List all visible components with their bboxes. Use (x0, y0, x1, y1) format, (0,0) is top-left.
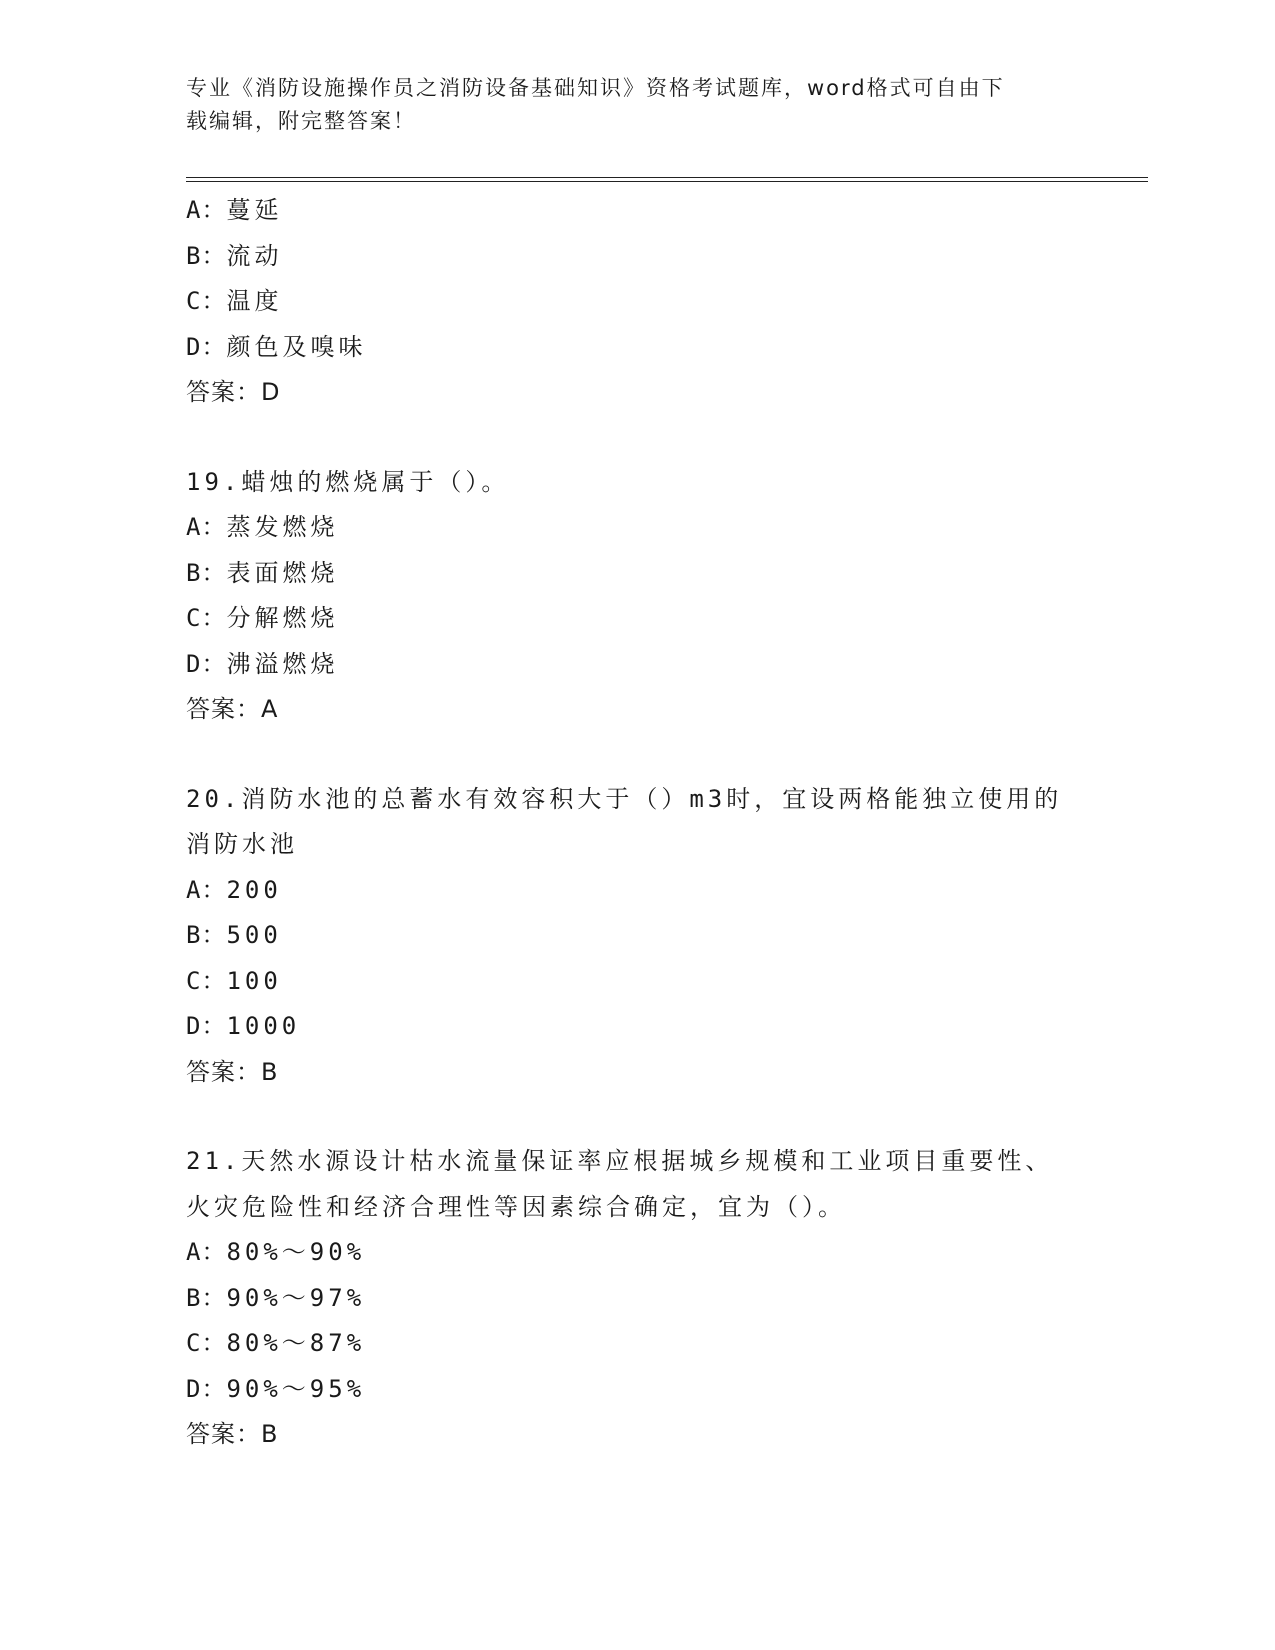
option-d: D：90%～95% (186, 1374, 366, 1403)
option-b: B：流动 (186, 241, 283, 270)
option-d: D：1000 (186, 1012, 301, 1040)
question-text-line-1: 21.天然水源设计枯水流量保证率应根据城乡规模和工业项目重要性、 (186, 1147, 1054, 1175)
question-text: 19.蜡烛的燃烧属于（）。 (186, 467, 510, 496)
option-b: B：500 (186, 921, 282, 949)
question-text-line-2: 火灾危险性和经济合理性等因素综合确定，宜为（）。 (186, 1192, 846, 1221)
option-c: C：分解燃烧 (186, 604, 339, 632)
option-b: B：表面燃烧 (186, 558, 339, 587)
option-d: D：沸溢燃烧 (186, 649, 339, 678)
option-c: C：80%～87% (186, 1329, 366, 1357)
option-c: C：温度 (186, 287, 283, 315)
answer: 答案：A (186, 695, 279, 723)
option-a: A：200 (186, 875, 282, 904)
header-line-1: 专业《消防设施操作员之消防设备基础知识》资格考试题库，word格式可自由下 (186, 76, 1005, 100)
option-a: A：80%～90% (186, 1238, 366, 1266)
question-block-19 (186, 460, 1146, 733)
option-b: B：90%～97% (186, 1283, 366, 1312)
header-divider-top (186, 177, 1148, 178)
question-text-line-1: 20.消防水池的总蓄水有效容积大于（）m3时，宜设两格能独立使用的 (186, 784, 1063, 813)
option-a: A：蒸发燃烧 (186, 513, 339, 541)
option-a: A：蔓延 (186, 196, 283, 224)
question-list (186, 188, 1146, 1458)
question-block-21 (186, 1139, 1146, 1458)
header-divider-bottom (186, 181, 1148, 182)
header-line-2: 载编辑，附完整答案！ (186, 109, 416, 133)
question-text-line-2: 消防水池 (186, 830, 298, 858)
question-block-18 (186, 188, 1146, 416)
answer: 答案：D (186, 378, 281, 406)
option-d: D：颜色及嗅味 (186, 332, 367, 361)
option-c: C：100 (186, 966, 282, 995)
question-block-20 (186, 777, 1146, 1096)
answer: 答案：B (186, 1420, 279, 1448)
answer: 答案：B (186, 1057, 279, 1086)
document-header (186, 72, 1066, 138)
